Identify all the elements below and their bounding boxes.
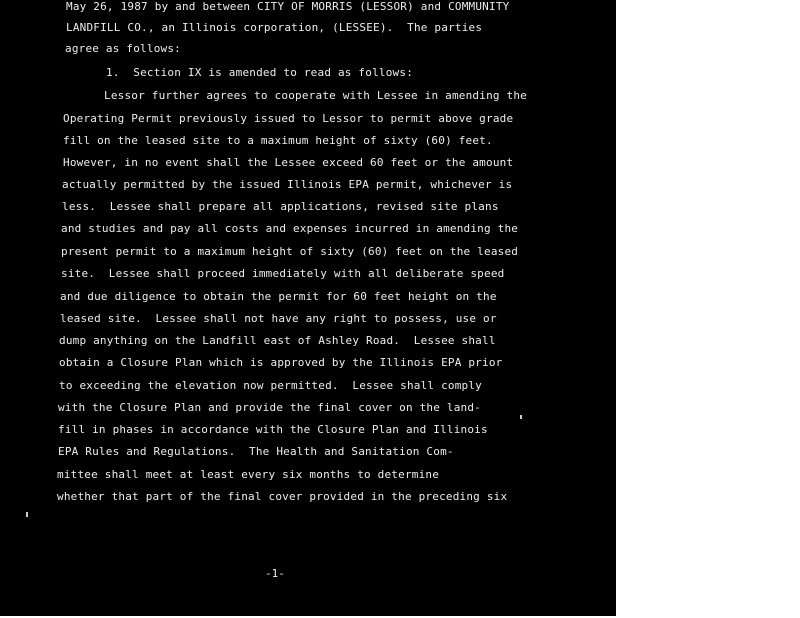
document-line: Lessor further agrees to cooperate with Lessee in amending the (104, 89, 527, 102)
document-line: obtain a Closure Plan which is approved by the Illinois EPA prior (59, 356, 503, 369)
document-line: leased site. Lessee shall not have any right to possess, use or (60, 312, 497, 325)
document-line: Operating Permit previously issued to Lessor to permit above grade (63, 112, 514, 125)
document-line: site. Lessee shall proceed immediately with all deliberate speed (61, 267, 505, 280)
document-line: mittee shall meet at least every six months to determine (57, 468, 440, 481)
document-line: May 26, 1987 by and between CITY OF MORRIS (LESSOR) and COMMUNITY (66, 0, 510, 13)
document-line: less. Lessee shall prepare all applications, revised site plans (62, 200, 499, 213)
section-heading: 1. Section IX is amended to read as follows: (106, 66, 414, 79)
document-line: LANDFILL CO., an Illinois corporation, (LESSEE). The parties (66, 21, 483, 34)
page-number: -1- (265, 567, 285, 580)
scan-speck (520, 415, 522, 419)
document-line: actually permitted by the issued Illinois EPA permit, whichever is (62, 178, 513, 191)
document-line: dump anything on the Landfill east of Ashley Road. Lessee shall (59, 334, 496, 347)
document-line: However, in no event shall the Lessee exceed 60 feet or the amount (63, 156, 514, 169)
document-line: to exceeding the elevation now permitted. Lessee shall comply (59, 379, 482, 392)
document-line: and studies and pay all costs and expenses incurred in amending the (61, 222, 519, 235)
document-line: EPA Rules and Regulations. The Health and Sanitation Com- (58, 445, 454, 458)
document-line: and due diligence to obtain the permit for 60 feet height on the (60, 290, 497, 303)
document-line: agree as follows: (65, 42, 181, 55)
document-line: with the Closure Plan and provide the final cover on the land- (58, 401, 481, 414)
document-line: fill on the leased site to a maximum height of sixty (60) feet. (63, 134, 493, 147)
document-line: fill in phases in accordance with the Closure Plan and Illinois (58, 423, 488, 436)
document-line: whether that part of the final cover provided in the preceding six (57, 490, 508, 503)
scan-speck (26, 512, 28, 517)
document-line: present permit to a maximum height of sixty (60) feet on the leased (61, 245, 519, 258)
